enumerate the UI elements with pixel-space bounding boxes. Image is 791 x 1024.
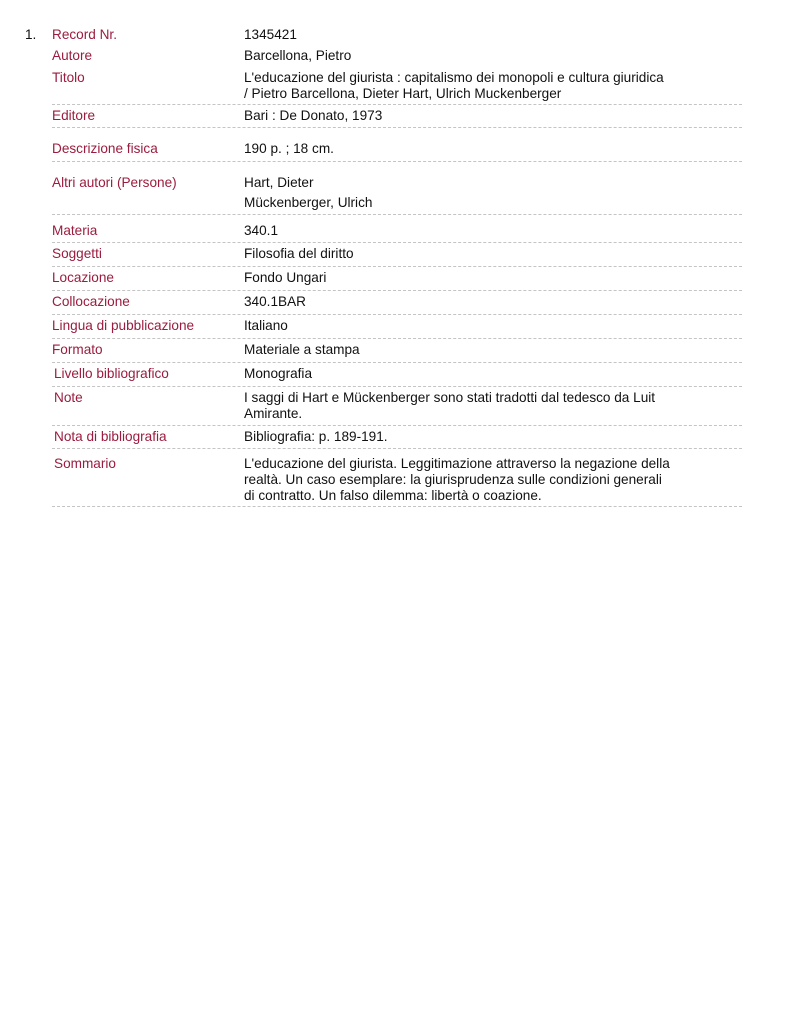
field-value: Filosofia del diritto [244, 246, 354, 261]
field-locazione [52, 267, 742, 291]
field-value: Bibliografia: p. 189-191. [244, 429, 388, 444]
field-value: Materiale a stampa [244, 342, 360, 357]
field-materia [52, 215, 742, 243]
field-descrizione-fisica [52, 128, 742, 162]
field-label: Altri autori (Persone) [52, 175, 177, 190]
field-value: Bari : De Donato, 1973 [244, 108, 383, 123]
field-soggetti [52, 243, 742, 267]
field-label: Record Nr. [52, 27, 117, 42]
field-value [244, 70, 742, 102]
field-label: Editore [52, 108, 96, 123]
value-line: Amirante. [244, 406, 303, 421]
field-value: 1345421 [244, 27, 297, 42]
field-altri-autori [52, 162, 742, 215]
field-label: Locazione [52, 270, 114, 285]
value-line: I saggi di Hart e Mückenberger sono stati tradotti dal tedesco da Luit [244, 390, 656, 405]
field-titolo [52, 67, 742, 105]
field-value: 340.1BAR [244, 294, 306, 309]
value-line: realtà. Un caso esemplare: la giurisprudenza sulle condizioni generali [244, 472, 662, 487]
field-label: Collocazione [52, 294, 130, 309]
field-nota-bibliografia [52, 426, 742, 449]
field-livello [52, 363, 742, 387]
field-value: Monografia [244, 366, 313, 381]
record-fields [52, 25, 742, 507]
field-value: 190 p. ; 18 cm. [244, 141, 334, 156]
field-label: Lingua di pubblicazione [52, 318, 195, 333]
field-label: Livello bibliografico [54, 366, 169, 381]
field-autore [52, 46, 742, 67]
value-line: L'educazione del giurista. Leggitimazione attraverso la negazione della [244, 456, 670, 471]
field-sommario [52, 449, 742, 507]
field-value: 340.1 [244, 223, 279, 238]
field-label: Soggetti [52, 246, 102, 261]
field-value: Fondo Ungari [244, 270, 327, 285]
value-line: Mückenberger, Ulrich [244, 195, 373, 210]
field-label: Autore [52, 48, 93, 63]
field-label: Nota di bibliografia [54, 429, 167, 444]
field-note [52, 387, 742, 426]
field-label: Descrizione fisica [52, 141, 158, 156]
value-line: / Pietro Barcellona, Dieter Hart, Ulrich Muckenberger [244, 86, 562, 101]
record-index: 1. [25, 27, 37, 42]
value-line: Hart, Dieter [244, 175, 314, 190]
field-record-nr [52, 25, 742, 46]
field-value [244, 456, 742, 504]
field-label: Materia [52, 223, 98, 238]
field-editore [52, 105, 742, 128]
field-value: Italiano [244, 318, 288, 333]
field-value: Barcellona, Pietro [244, 48, 352, 63]
field-lingua [52, 315, 742, 339]
value-line: L'educazione del giurista : capitalismo dei monopoli e cultura giuridica [244, 70, 664, 85]
field-value [244, 175, 742, 211]
field-label: Formato [52, 342, 103, 357]
field-label: Titolo [52, 70, 85, 85]
field-label: Note [54, 390, 83, 405]
field-label: Sommario [54, 456, 116, 471]
field-value [244, 390, 742, 422]
value-line: di contratto. Un falso dilemma: libertà o coazione. [244, 488, 542, 503]
field-formato [52, 339, 742, 363]
field-collocazione [52, 291, 742, 315]
